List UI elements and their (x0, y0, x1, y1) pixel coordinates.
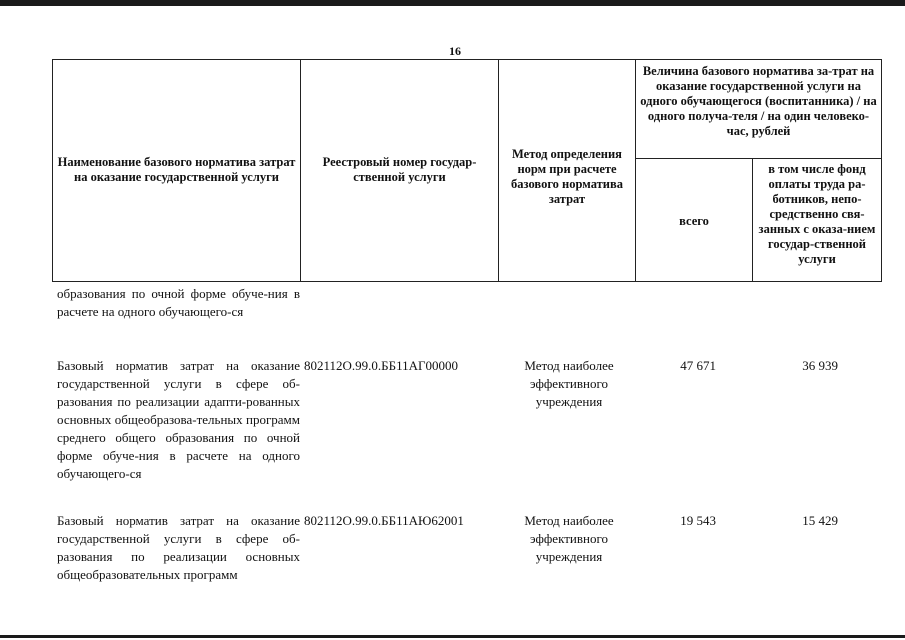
row-total: 47 671 (680, 358, 716, 373)
row-including-payroll: 15 429 (802, 513, 838, 528)
header-including-text: в том числе фонд оплаты труда ра-ботников, непо-средственно свя-занных с оказа-нием государ-ственной услуги (758, 162, 876, 266)
header-registry-text: Реестровый номер государ-ственной услуги (322, 155, 477, 184)
row-name: Базовый норматив затрат на оказание государственной услуги в сфере об-разования по реализации основных общеобразовательных программ (57, 513, 300, 582)
header-name-text: Наименование базового норматива затрат на оказание государственной услуги (57, 155, 296, 184)
header-cell-value-group (635, 59, 882, 159)
page-number: 16 (449, 44, 461, 58)
row-name: Базовый норматив затрат на оказание государственной услуги в сфере об-разования по реализации адапти-рованных основных общеобразова-тельных программ среднего общего образования по очной форме обуче-ния в расчете на одного обучающего-ся (57, 358, 300, 481)
header-cell-total (635, 158, 753, 282)
row-method: Метод наиболее эффективного учреждения (524, 513, 614, 564)
row-registry-number: 802112О.99.0.ББ11АЮ62001 (304, 513, 464, 528)
row-including-payroll: 36 939 (802, 358, 838, 373)
header-cell-registry (300, 59, 499, 282)
header-cell-name (52, 59, 301, 282)
row-total: 19 543 (680, 513, 716, 528)
header-cell-method (498, 59, 636, 282)
bottom-border (0, 635, 905, 638)
header-value-group-text: Величина базового норматива за-трат на оказание государственной услуги на одного обучающегося (воспитанника) / на одного получа-теля / на один человеко-час, рублей (640, 64, 877, 138)
header-cell-including (752, 158, 882, 282)
continuation-name: образования по очной форме обуче-ния в расчете на одного обучающего-ся (57, 286, 300, 319)
header-total-text: всего (679, 214, 709, 228)
row-method: Метод наиболее эффективного учреждения (524, 358, 614, 409)
header-method-text: Метод определения норм при расчете базового норматива затрат (511, 147, 623, 206)
row-registry-number: 802112О.99.0.ББ11АГ00000 (304, 358, 459, 373)
top-border (0, 0, 905, 6)
